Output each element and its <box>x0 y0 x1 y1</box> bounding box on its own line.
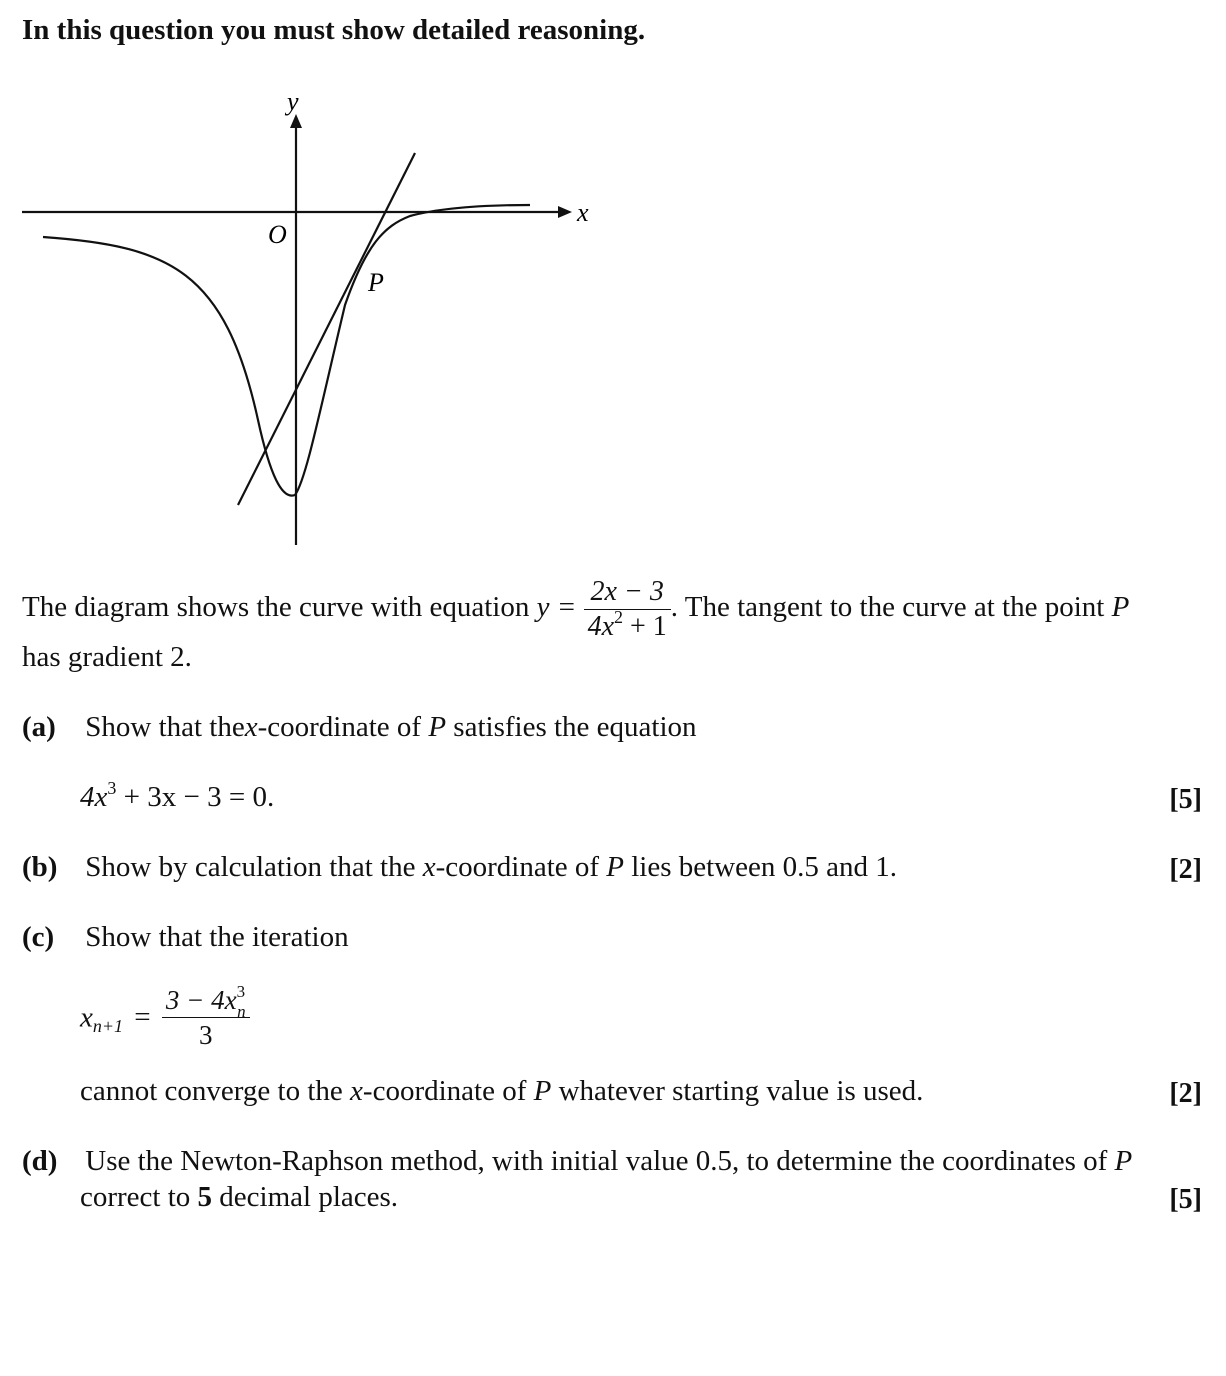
part-b-question: (b) Show by calculation that the x-coordinate of P lies between 0.5 and 1. <box>22 851 898 883</box>
x-axis-label: x <box>577 198 589 227</box>
part-a-question: (a) Show that thex-coordinate of P satisfies the equation <box>22 711 697 743</box>
part-d-question-line-2: correct to 5 decimal places. <box>80 1181 399 1213</box>
iteration-fraction: $\frac{3 - 4x^3_n}{3}$ <box>162 983 250 1052</box>
x-axis-arrowhead <box>558 206 572 218</box>
intro-line-1: The diagram shows the curve with equation y = $\frac{2x - 3}{4x^2 + 1}$ . The tangent to the curve at the point P <box>22 575 1130 642</box>
point-p-label: P <box>368 268 384 297</box>
tangent-line <box>238 153 415 505</box>
y-axis-label: y <box>287 87 299 116</box>
origin-label: O <box>268 220 287 249</box>
part-d-marks: [5] <box>1169 1184 1202 1215</box>
part-d-label: (d) <box>22 1145 58 1177</box>
iteration-formula: $x_{n+1}$ = $\frac{3 - 4x^3_n}{3}$ <box>80 975 250 1055</box>
part-a-marks: [5] <box>1169 784 1202 815</box>
y-axis-arrowhead <box>290 114 302 128</box>
part-c-marks: [2] <box>1169 1078 1202 1109</box>
instruction-heading: In this question you must show detailed reasoning. <box>22 14 646 46</box>
part-c-question: (c) Show that the iteration <box>22 921 349 953</box>
curve-diagram <box>0 80 620 560</box>
intro-line-2: has gradient 2. <box>22 641 192 673</box>
part-a-label: (a) <box>22 711 56 743</box>
part-b-label: (b) <box>22 851 58 883</box>
part-b-marks: [2] <box>1169 854 1202 885</box>
part-c-continuation: cannot converge to the x-coordinate of P whatever starting value is used. <box>80 1075 924 1107</box>
curve-equation-fraction: $\frac{2x - 3}{4x^2 + 1}$ <box>584 575 671 644</box>
part-c-label: (c) <box>22 921 55 953</box>
part-a-equation: $4x^3 + 3x - 3 = 0$. <box>80 778 275 813</box>
part-d-question-line-1: (d) Use the Newton-Raphson method, with initial value 0.5, to determine the coordinates of P <box>22 1145 1133 1177</box>
